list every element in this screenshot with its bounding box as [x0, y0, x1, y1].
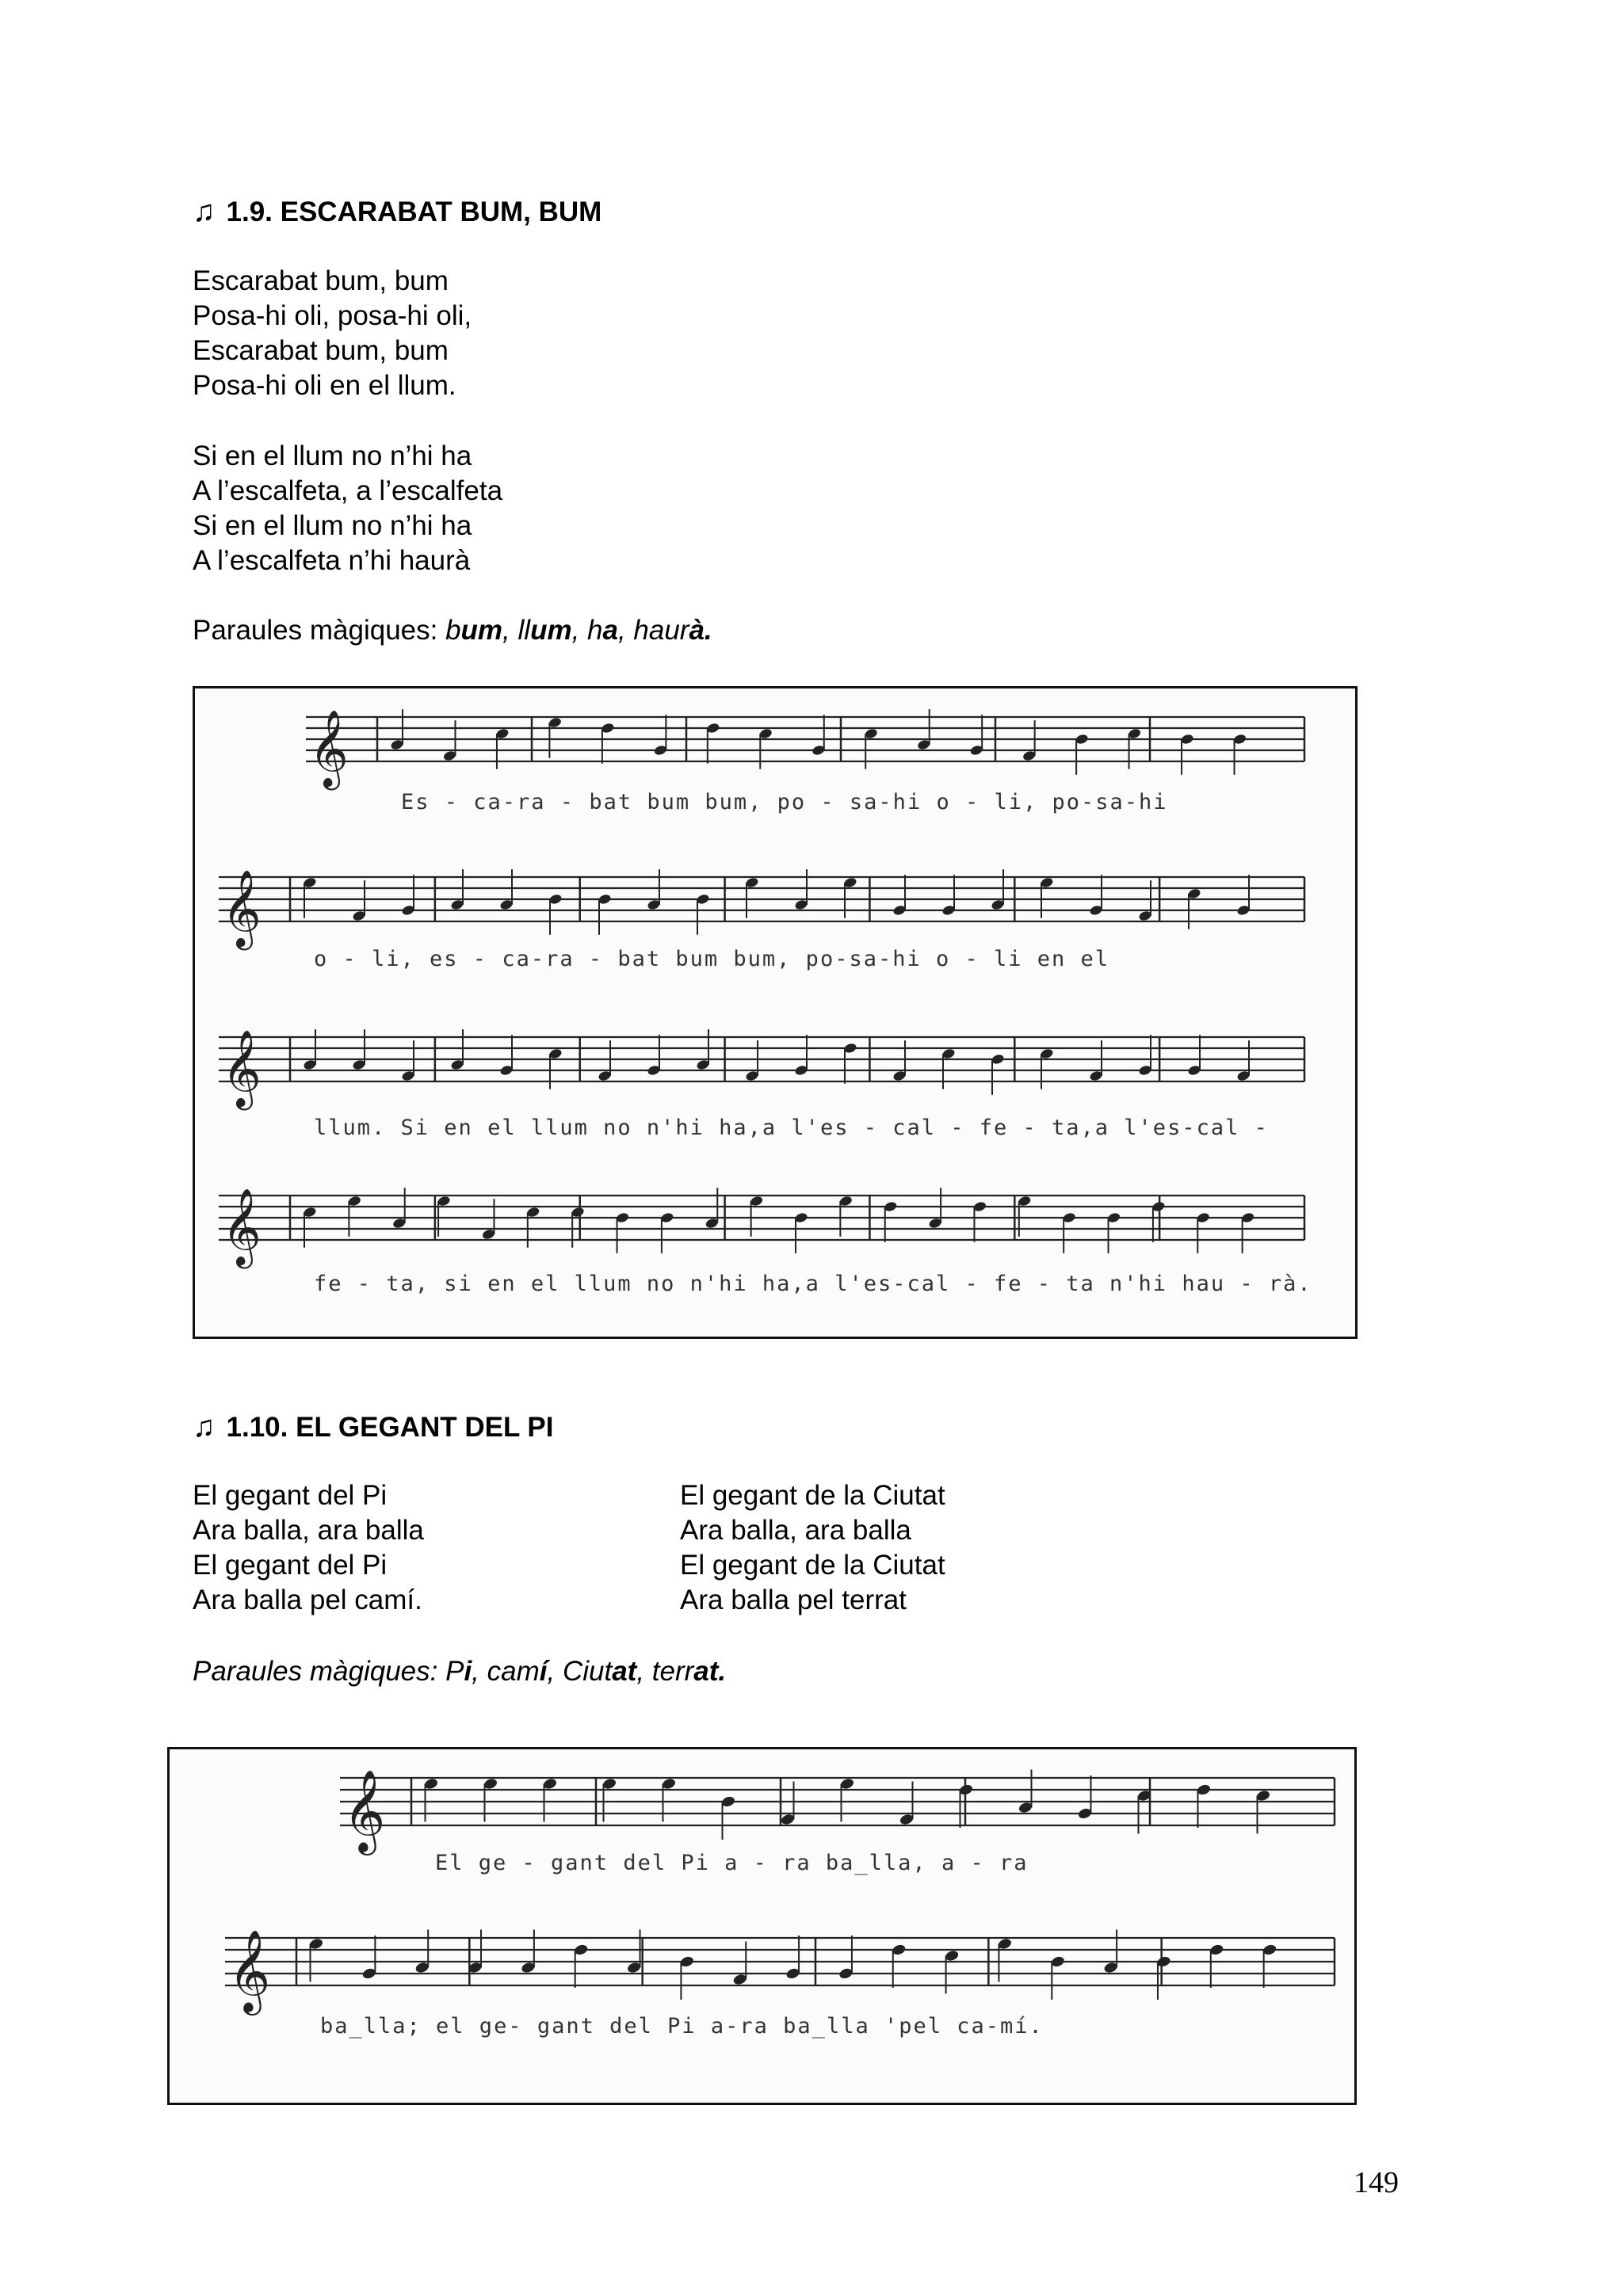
score-lyric: llum. Si en el llum no n'hi ha,a l'es - cal - fe - ta,a l'es-cal -	[314, 1116, 1269, 1140]
song2-column-1	[193, 1478, 424, 1618]
song2-column-2	[680, 1478, 945, 1618]
music-note-icon: ♫	[193, 1410, 216, 1444]
magic-word-bold: um	[530, 615, 572, 646]
lyric-line: Ara balla, ara balla	[193, 1515, 424, 1546]
treble-clef: 𝄞	[309, 709, 349, 787]
treble-clef: 𝄞	[222, 1188, 262, 1265]
song1-stanza-1	[193, 264, 472, 403]
magic-label: Paraules màgiques:	[193, 1656, 446, 1687]
score-lyric: El ge - gant del Pi a - ra ba_lla, a - ra	[435, 1851, 1029, 1875]
magic-word-bold: um	[460, 615, 503, 646]
magic-word-plain: haur	[633, 615, 689, 646]
lyric-line: Ara balla pel terrat	[680, 1585, 907, 1615]
lyric-line: El gegant del Pi	[193, 1550, 388, 1581]
lyric-line: Si en el llum no n’hi ha	[193, 441, 472, 471]
song1-title: 1.9. ESCARABAT BUM, BUM	[226, 196, 602, 227]
magic-word-plain: cam	[487, 1656, 540, 1687]
treble-clef: 𝄞	[343, 1769, 386, 1852]
magic-word-bold: a	[602, 615, 618, 646]
treble-clef: 𝄞	[228, 1929, 271, 2012]
score-lyric: o - li, es - ca-ra - bat bum bum, po-sa-hi o - li en el	[314, 947, 1110, 971]
song1-score	[193, 686, 1358, 1339]
magic-word-bold: at	[612, 1656, 637, 1687]
lyric-line: A l’escalfeta n’hi haurà	[193, 545, 471, 576]
magic-word-plain: b	[445, 615, 461, 646]
magic-word-bold: à.	[689, 615, 712, 646]
lyric-line: Posa-hi oli en el llum.	[193, 370, 456, 401]
lyric-line: El gegant de la Ciutat	[680, 1550, 945, 1581]
lyric-line: El gegant del Pi	[193, 1480, 388, 1511]
song2-score	[167, 1747, 1357, 2105]
magic-word-bold: í	[539, 1656, 548, 1687]
treble-clef: 𝄞	[222, 869, 262, 947]
magic-word-plain: P	[445, 1656, 464, 1687]
magic-label: Paraules màgiques:	[193, 615, 446, 646]
music-note-icon: ♫	[193, 195, 216, 228]
magic-word-bold: i	[464, 1656, 472, 1687]
score-lyric: fe - ta, si en el llum no n'hi ha,a l'es-cal - fe - ta n'hi hau - rà.	[314, 1272, 1312, 1296]
lyric-line: Escarabat bum, bum	[193, 265, 449, 296]
song1-score-image	[195, 688, 1355, 1337]
lyric-line: Escarabat bum, bum	[193, 335, 449, 366]
magic-word-plain: terr	[651, 1656, 694, 1687]
song2-title: 1.10. EL GEGANT DEL PI	[226, 1412, 554, 1443]
magic-word-plain: h	[587, 615, 603, 646]
treble-clef: 𝄞	[222, 1029, 262, 1107]
song1-heading	[193, 194, 601, 230]
lyric-line: Posa-hi oli, posa-hi oli,	[193, 300, 472, 331]
song2-magic-words: Paraules màgiques: Pi, camí, Ciutat, terrat.	[193, 1656, 727, 1687]
magic-word-bold: at.	[693, 1656, 727, 1687]
lyric-line: Si en el llum no n’hi ha	[193, 510, 472, 541]
page-number: 149	[1354, 2166, 1399, 2199]
lyric-line: Ara balla pel camí.	[193, 1585, 422, 1615]
song2-score-image	[170, 1749, 1354, 2103]
magic-word-plain: Ciut	[562, 1656, 613, 1687]
song1-stanza-2	[193, 439, 502, 578]
lyric-line: El gegant de la Ciutat	[680, 1480, 945, 1511]
score-lyric: ba_lla; el ge- gant del Pi a-ra ba_lla 'pel ca-mí.	[320, 2014, 1044, 2039]
lyric-line: Ara balla, ara balla	[680, 1515, 911, 1546]
magic-word-plain: ll	[517, 615, 531, 646]
lyric-line: A l’escalfeta, a l’escalfeta	[193, 475, 503, 506]
song1-magic-words: Paraules màgiques: bum, llum, ha, haurà.	[193, 615, 712, 646]
song2-heading	[193, 1409, 554, 1445]
score-lyric: Es - ca-ra - bat bum bum, po - sa-hi o - li, po-sa-hi	[401, 790, 1168, 814]
